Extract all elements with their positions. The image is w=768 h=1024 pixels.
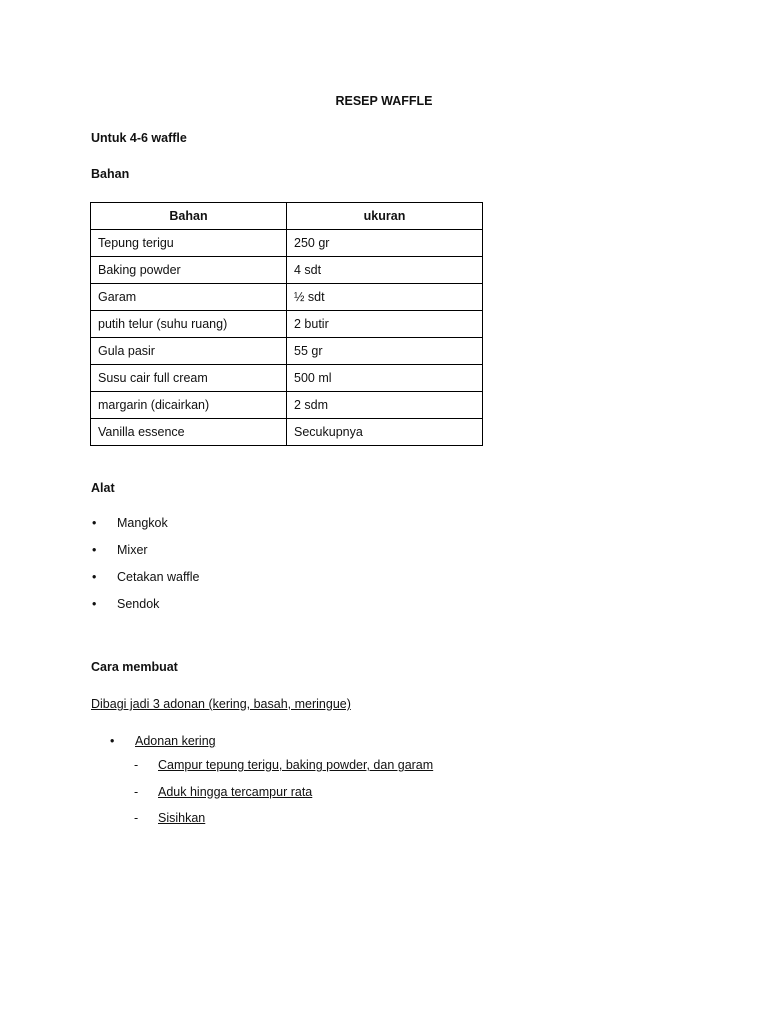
- ingredient-amount: Secukupnya: [287, 419, 483, 446]
- ingredient-amount: 500 ml: [287, 365, 483, 392]
- list-item: [92, 597, 199, 624]
- table-row: [91, 392, 483, 419]
- ingredient-name: Gula pasir: [91, 338, 287, 365]
- table-row: [91, 419, 483, 446]
- list-item: [92, 570, 199, 597]
- list-item: [134, 758, 433, 785]
- tool-label: Mangkok: [117, 516, 168, 530]
- table-row: [91, 284, 483, 311]
- ingredient-name: margarin (dicairkan): [91, 392, 287, 419]
- ingredient-name: Vanilla essence: [91, 419, 287, 446]
- adonan-kering-label: Adonan kering: [135, 734, 216, 748]
- serving-info: Untuk 4-6 waffle: [91, 131, 187, 145]
- ingredient-amount: 2 sdm: [287, 392, 483, 419]
- table-row: [91, 365, 483, 392]
- ingredient-name: Garam: [91, 284, 287, 311]
- ingredient-amount: 55 gr: [287, 338, 483, 365]
- table-row: [91, 311, 483, 338]
- ingredient-amount: 250 gr: [287, 230, 483, 257]
- cara-intro: Dibagi jadi 3 adonan (kering, basah, meringue): [91, 697, 351, 711]
- dash-icon: -: [134, 758, 139, 772]
- tool-label: Sendok: [117, 597, 160, 611]
- list-item: [134, 811, 433, 838]
- adonan-kering-steps: [134, 758, 433, 838]
- alat-heading: Alat: [91, 481, 115, 495]
- ingredient-name: Baking powder: [91, 257, 287, 284]
- list-item: [134, 785, 433, 812]
- ingredient-amount: 2 butir: [287, 311, 483, 338]
- ingredients-table: [90, 202, 483, 446]
- bahan-heading: Bahan: [91, 167, 130, 181]
- ingredient-amount: ½ sdt: [287, 284, 483, 311]
- table-row: [91, 338, 483, 365]
- tools-list: [92, 516, 199, 624]
- bullet-icon: •: [92, 597, 97, 611]
- bullet-icon: •: [92, 516, 97, 530]
- dash-icon: -: [134, 784, 139, 799]
- table-header-bahan: Bahan: [91, 203, 287, 230]
- step-text: Sisihkan: [158, 811, 206, 825]
- table-row: [91, 257, 483, 284]
- ingredient-name: Tepung terigu: [91, 230, 287, 257]
- ingredient-amount: 4 sdt: [287, 257, 483, 284]
- dash-icon: -: [134, 811, 139, 825]
- ingredient-name: Susu cair full cream: [91, 365, 287, 392]
- tool-label: Cetakan waffle: [117, 570, 200, 584]
- table-header-row: [91, 203, 483, 230]
- ingredient-name: putih telur (suhu ruang): [91, 311, 287, 338]
- step-text: Aduk hingga tercampur rata: [158, 784, 313, 799]
- tool-label: Mixer: [117, 543, 148, 557]
- table-header-ukuran: ukuran: [287, 203, 483, 230]
- bullet-icon: •: [92, 570, 97, 584]
- list-item: [92, 516, 199, 543]
- cara-heading: Cara membuat: [91, 660, 178, 674]
- bullet-icon: •: [92, 543, 97, 557]
- document-title: RESEP WAFFLE: [335, 94, 433, 108]
- step-text: Campur tepung terigu, baking powder, dan garam: [158, 758, 434, 772]
- table-row: [91, 230, 483, 257]
- bullet-icon: •: [110, 734, 115, 748]
- list-item: [92, 543, 199, 570]
